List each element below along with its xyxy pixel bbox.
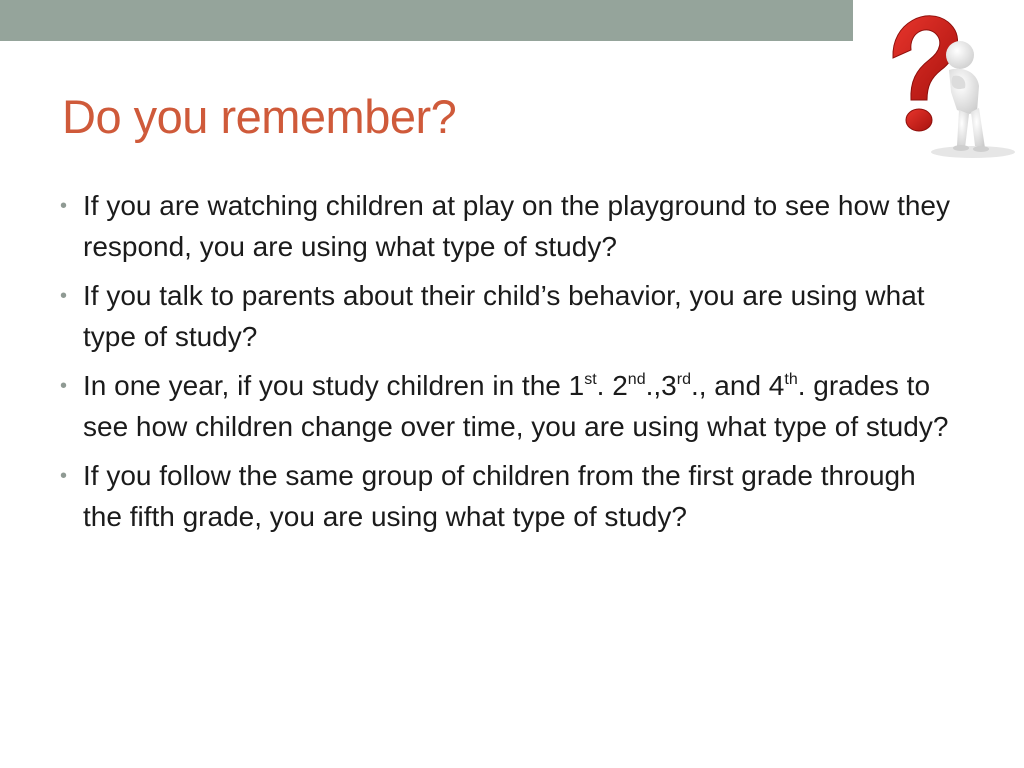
text-run: ., and 4	[690, 370, 785, 401]
text-run: . grades to see how children change over time, you are using what type of study?	[83, 370, 949, 442]
bullet-marker: •	[60, 195, 68, 217]
text-run: In one year, if you study children in the 1	[83, 370, 585, 401]
bullet-marker: •	[60, 375, 68, 397]
list-item	[60, 366, 960, 447]
text-run: .,3	[645, 370, 677, 401]
superscript: st	[584, 371, 597, 388]
question-list	[60, 186, 960, 546]
slide-title: Do you remember?	[62, 90, 457, 143]
bullet-marker: •	[60, 465, 68, 487]
bullet-text: If you follow the same group of children from the first grade through the fifth grade, you are using what type of study?	[83, 460, 916, 532]
figure-with-question-mark-icon	[853, 0, 1024, 164]
bullet-marker: •	[60, 285, 68, 307]
list-item	[60, 276, 960, 357]
list-item	[60, 186, 960, 267]
text-run: . 2	[596, 370, 628, 401]
header-accent-bar	[0, 0, 853, 41]
superscript: rd	[676, 371, 691, 388]
list-item	[60, 456, 960, 537]
superscript: th	[784, 371, 798, 388]
bullet-text: If you are watching children at play on the playground to see how they respond, you are using what type of study?	[83, 190, 950, 262]
bullet-text	[83, 370, 948, 442]
bullet-text: If you talk to parents about their child’s behavior, you are using what type of study?	[83, 280, 925, 352]
superscript: nd	[627, 371, 646, 388]
